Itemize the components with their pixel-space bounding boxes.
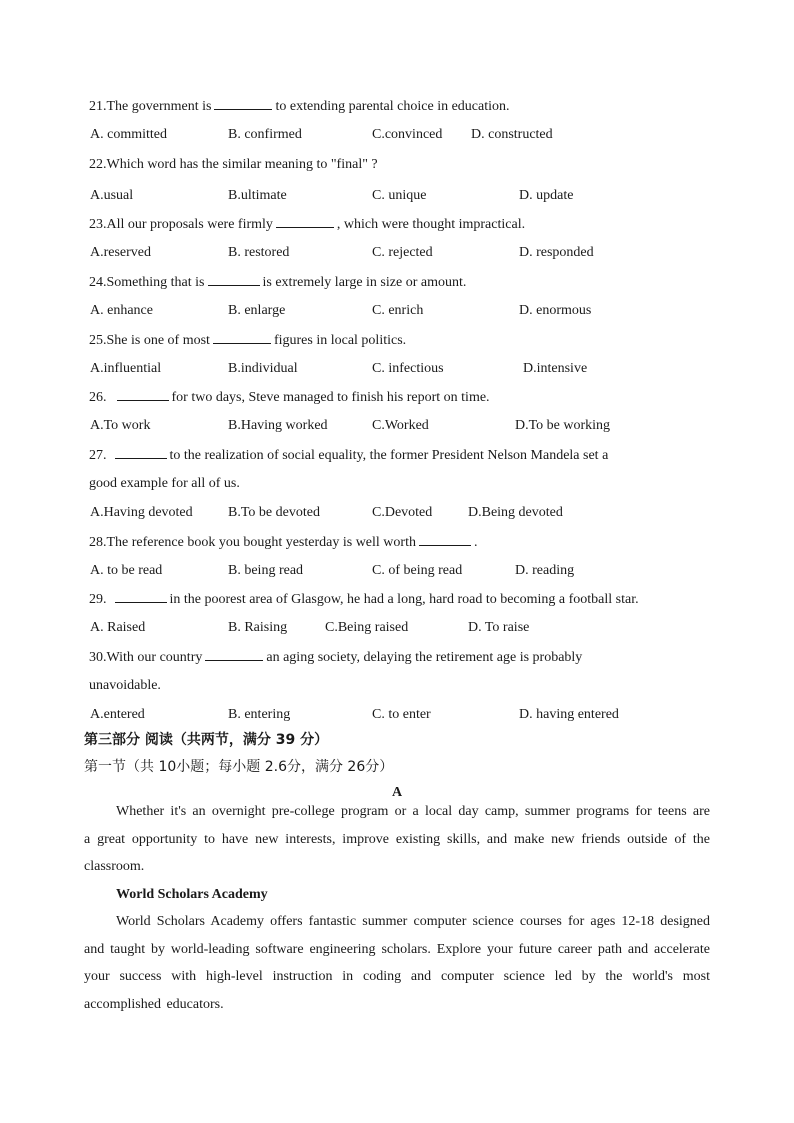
option-c: C. enrich xyxy=(372,303,424,318)
option-c: C. rejected xyxy=(372,245,433,260)
question-24 xyxy=(89,273,466,292)
option-a: A.influential xyxy=(90,361,162,376)
option-d: D. enormous xyxy=(519,303,592,318)
option-b: B.Having worked xyxy=(228,418,328,433)
question-28 xyxy=(89,533,477,552)
option-d: D.To be working xyxy=(515,418,611,433)
options-23 xyxy=(90,244,730,262)
option-d: D. having entered xyxy=(519,707,619,722)
option-b: B. entering xyxy=(228,707,291,722)
answer-blank xyxy=(115,446,167,459)
option-a: A. to be read xyxy=(90,563,163,578)
option-d: D.Being devoted xyxy=(468,505,563,520)
option-b: B. enlarge xyxy=(228,303,286,318)
question-text-pre: The reference book you bought yesterday is well worth xyxy=(106,535,416,550)
option-c: C. to enter xyxy=(372,707,431,722)
options-22 xyxy=(90,187,730,205)
question-text-post: is extremely large in size or amount. xyxy=(262,275,467,290)
option-b: B. restored xyxy=(228,245,290,260)
passage-letter: A xyxy=(391,785,403,800)
option-b: B.individual xyxy=(228,361,298,376)
question-29 xyxy=(89,590,639,609)
question-text-post: . xyxy=(473,535,478,550)
question-text-pre: The government is xyxy=(106,99,212,114)
subsection-title: 第一节（共 10小题；每小题 2.6分，满分 26分） xyxy=(84,759,394,775)
option-d: D. update xyxy=(519,188,574,203)
question-text-pre: With our country xyxy=(106,650,203,665)
option-b: B. Raising xyxy=(228,620,288,635)
question-22 xyxy=(89,156,378,174)
question-text-post: in the poorest area of Glasgow, he had a long, hard road to becoming a football star. xyxy=(169,592,639,607)
answer-blank xyxy=(214,97,272,110)
passage-heading: World Scholars Academy xyxy=(116,887,268,902)
question-number: 21. xyxy=(89,99,107,114)
question-30 xyxy=(89,648,582,667)
question-25 xyxy=(89,331,406,350)
question-text-post: , which were thought impractical. xyxy=(336,217,526,232)
question-27-continued xyxy=(89,475,240,493)
question-text: Which word has the similar meaning to "final" ? xyxy=(106,157,378,172)
option-c: C.Being raised xyxy=(325,620,409,635)
option-d: D. To raise xyxy=(468,620,530,635)
question-number: 26. xyxy=(89,390,107,405)
question-text-pre: Something that is xyxy=(106,275,205,290)
answer-blank xyxy=(205,648,263,661)
question-27 xyxy=(89,446,608,465)
options-27 xyxy=(90,504,730,522)
answer-blank xyxy=(419,533,471,546)
answer-blank xyxy=(115,590,167,603)
question-text-continued: good example for all of us. xyxy=(89,476,240,491)
option-b: B.To be devoted xyxy=(228,505,320,520)
question-number: 27. xyxy=(89,448,107,463)
option-a: A.To work xyxy=(90,418,151,433)
option-d: D. reading xyxy=(515,563,575,578)
option-b: B.ultimate xyxy=(228,188,287,203)
question-number: 29. xyxy=(89,592,107,607)
option-d: D. constructed xyxy=(471,127,553,142)
answer-blank xyxy=(276,215,334,228)
options-21 xyxy=(90,126,730,144)
question-text-pre: She is one of most xyxy=(106,333,210,348)
option-d: D. responded xyxy=(519,245,594,260)
question-text-post: figures in local politics. xyxy=(273,333,407,348)
option-c: C. infectious xyxy=(372,361,444,376)
question-26 xyxy=(89,388,490,407)
question-text-pre: All our proposals were firmly xyxy=(106,217,273,232)
options-24 xyxy=(90,302,730,320)
question-23 xyxy=(89,215,525,234)
option-a: A.entered xyxy=(90,707,145,722)
option-c: C.Devoted xyxy=(372,505,433,520)
question-number: 25. xyxy=(89,333,107,348)
option-a: A. enhance xyxy=(90,303,153,318)
option-c: C.convinced xyxy=(372,127,443,142)
question-text-post: to extending parental choice in education. xyxy=(275,99,510,114)
answer-blank xyxy=(213,331,271,344)
option-b: B. being read xyxy=(228,563,304,578)
question-number: 30. xyxy=(89,650,107,665)
question-21 xyxy=(89,97,510,116)
option-b: B. confirmed xyxy=(228,127,302,142)
passage-intro-paragraph: Whether it's an overnight pre-college program or a local day camp, summer programs for teens are a great opportunity to have new interests, improve existing skills, and make new friends outside of the classroom. xyxy=(84,804,710,874)
question-text-continued: unavoidable. xyxy=(89,678,161,693)
option-a: A. Raised xyxy=(90,620,146,635)
answer-blank xyxy=(208,273,260,286)
option-c: C. of being read xyxy=(372,563,463,578)
question-text-post: an aging society, delaying the retirement age is probably xyxy=(266,650,583,665)
options-30 xyxy=(90,706,730,724)
passage-body-paragraph: World Scholars Academy offers fantastic summer computer science courses for ages 12-18 designed and taught by world-leading software engineering scholars. Explore your future career path and accelerate your success with high-level instruction in coding and computer science led by the world's most accomplished educators. xyxy=(84,914,710,1012)
option-d: D.intensive xyxy=(523,361,588,376)
option-c: C.Worked xyxy=(372,418,429,433)
question-number: 28. xyxy=(89,535,107,550)
question-number: 22. xyxy=(89,157,107,172)
question-number: 24. xyxy=(89,275,107,290)
question-number: 23. xyxy=(89,217,107,232)
section-title: 第三部分 阅读（共两节，满分 39 分） xyxy=(84,732,329,748)
options-26 xyxy=(90,417,730,435)
options-29 xyxy=(90,619,730,637)
question-text-post: for two days, Steve managed to finish his report on time. xyxy=(171,390,490,405)
options-25 xyxy=(90,360,730,378)
answer-blank xyxy=(117,388,169,401)
option-a: A.usual xyxy=(90,188,134,203)
option-a: A.reserved xyxy=(90,245,152,260)
options-28 xyxy=(90,562,730,580)
question-30-continued xyxy=(89,677,161,695)
option-a: A. committed xyxy=(90,127,167,142)
question-text-post: to the realization of social equality, the former President Nelson Mandela set a xyxy=(169,448,609,463)
option-c: C. unique xyxy=(372,188,427,203)
option-a: A.Having devoted xyxy=(90,505,193,520)
